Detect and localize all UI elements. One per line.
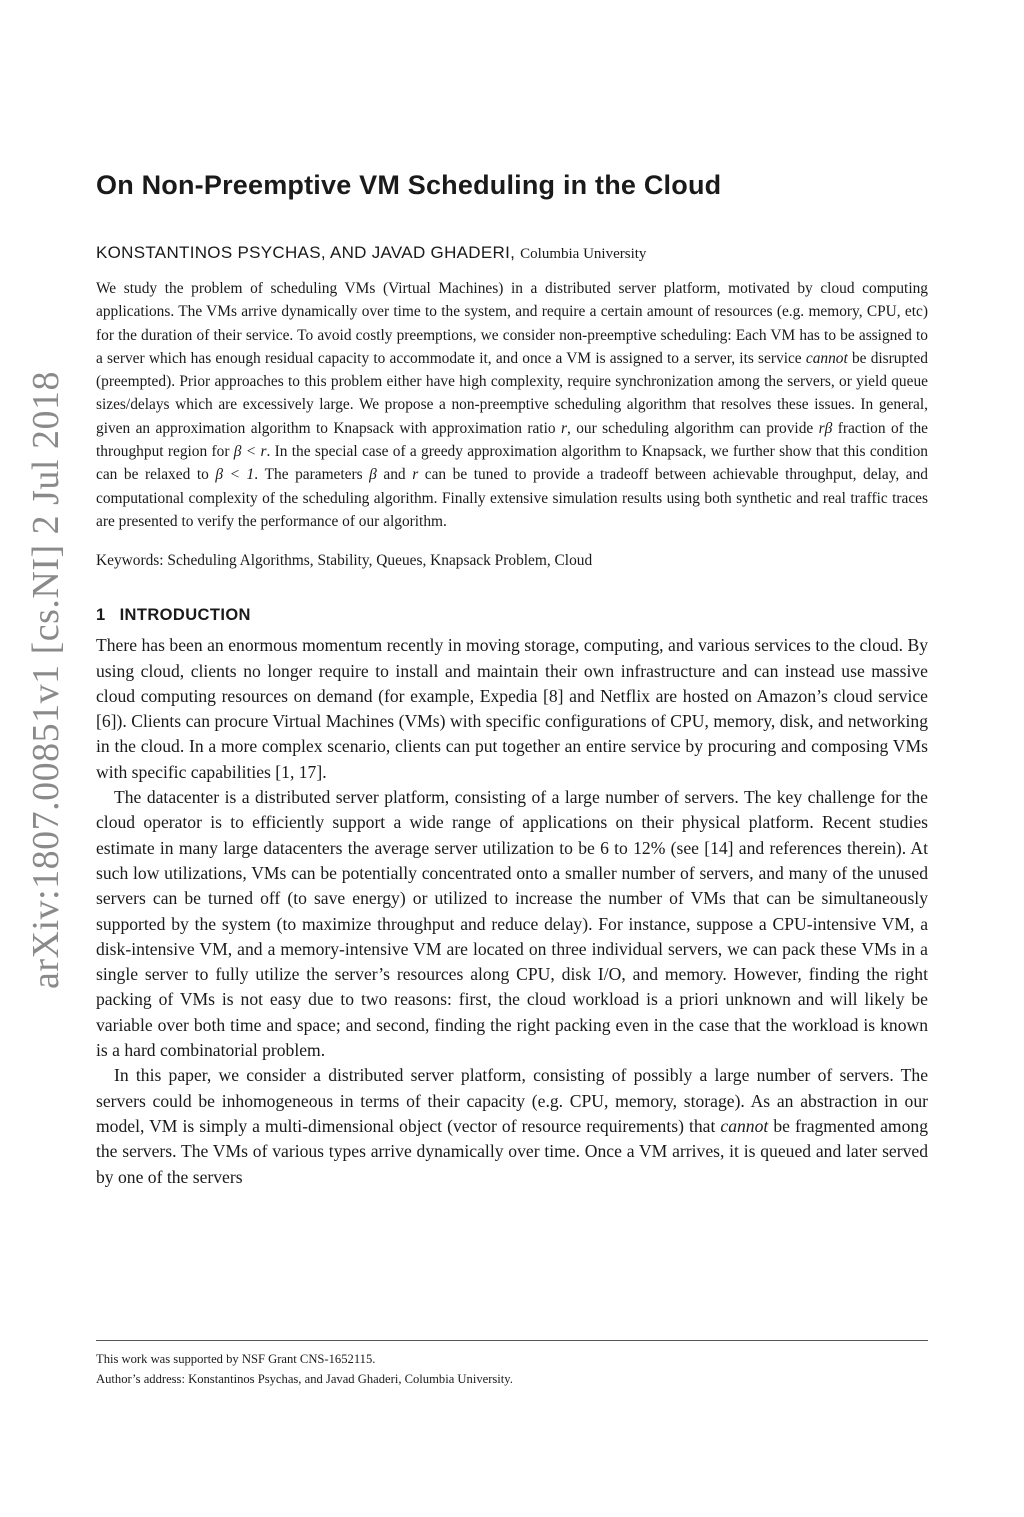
keywords: Keywords: Scheduling Algorithms, Stability, Queues, Knapsack Problem, Cloud: [96, 552, 593, 570]
abstract-text: We study the problem of scheduling VMs (Virtual Machines) in a distributed server platform, motivated by cloud computing applications. The VMs arrive dynamically over time to the system, and require a certain amount of resources (e.g. memory, CPU, etc) for the duration of their service. To avoid costly preemptions, we consider non-preemptive scheduling: Each VM has to be assigned to a server which has enough residual capacity to accommodate it, and once a VM is assigned to a server, its service: [96, 280, 928, 367]
math-expression: β < 1: [215, 466, 255, 484]
author-affiliation: Columbia University: [520, 246, 647, 262]
arxiv-stamp: [18, 330, 74, 1030]
body-text: be fragmented among the servers. The VMs of various types arrive dynamically over time. Once a VM arrives, it is queued and later served by one of the servers: [96, 1115, 928, 1187]
abstract: [96, 277, 928, 533]
body-paragraph: [96, 1063, 928, 1189]
abstract-text: . In the special case of a greedy approximation algorithm to Knapsack, we further show that this condition can be relaxed to: [96, 443, 928, 484]
body-paragraph: The datacenter is a distributed server platform, consisting of a large number of servers. The key challenge for the cloud operator is to efficiently support a wide range of applications on their physical platform. Recent studies estimate in many large datacenters the average server utilization to be 6 to 12% (see [14] and references therein). At such low utilizations, VMs can be potentially concentrated onto a smaller number of servers, and many of the unused servers can be turned off (to save energy) or utilized to increase the number of VMs that can be simultaneously supported by the system (to maximize throughput and reduce delay). For instance, suppose a CPU-intensive VM, a disk-intensive VM, and a memory-intensive VM are located on three individual servers, we can pack these VMs in a single server to fully utilize the server’s resources along CPU, disk I/O, and memory. However, finding the right packing of VMs is not easy due to two reasons: first, the cloud workload is a priori unknown and will likely be variable over both time and space; and second, finding the right packing even in the case that the workload is known is a hard combinatorial problem.: [96, 787, 928, 1061]
math-var: r: [412, 466, 419, 484]
section-title: INTRODUCTION: [119, 606, 251, 625]
footnote-address: Author’s address: Konstantinos Psychas, and Javad Ghaderi, Columbia University.: [96, 1372, 513, 1386]
abstract-text: , our scheduling algorithm can provide: [566, 419, 819, 437]
abstract-text: and: [376, 466, 413, 484]
math-expression: β < r: [233, 443, 267, 461]
math-var: r: [560, 419, 567, 437]
body-paragraph: There has been an enormous momentum recently in moving storage, computing, and various services to the cloud. By using cloud, clients no longer require to install and maintain their own infrastructure and can instead use massive cloud computing resources on demand (for example, Expedia [8] and Netflix are hosted on Amazon’s cloud service [6]). Clients can procure Virtual Machines (VMs) with specific configurations of CPU, memory, disk, and networking in the cloud. In a more complex scenario, clients can put together an entire service by procuring and composing VMs with specific capabilities [1, 17].: [96, 635, 928, 782]
abstract-text: be disrupted (preempted). Prior approaches to this problem either have high complexity, require synchronization among the servers, or yield queue sizes/delays which are excessively large. We propose a non-preemptive scheduling algorithm that resolves these issues. In general, given an approximation algorithm to Knapsack with approximation ratio: [96, 349, 928, 437]
section-number: 1: [96, 606, 106, 625]
author-line: [96, 243, 928, 263]
body-emphasis: cannot: [720, 1115, 769, 1136]
author-names: KONSTANTINOS PSYCHAS, AND JAVAD GHADERI,: [96, 243, 516, 262]
paper-page: [96, 170, 928, 1190]
body-text: In this paper, we consider a distributed server platform, consisting of possibly a large number of servers. The servers could be inhomogeneous in terms of their capacity (e.g. CPU, memory, storage). As an abstraction in our model, VM is simply a multi-dimensional object (vector of resource requirements) that: [96, 1065, 928, 1136]
abstract-text: . The parameters: [254, 466, 370, 484]
footnotes: [96, 1340, 928, 1389]
abstract-emphasis: cannot: [805, 349, 848, 367]
arxiv-identifier: arXiv:1807.00851v1 [cs.NI] 2 Jul 2018: [25, 371, 68, 989]
abstract-text: can be tuned to provide a tradeoff between achievable throughput, delay, and computational complexity of the scheduling algorithm. Finally extensive simulation results using both synthetic and real traffic traces are presented to verify the performance of our algorithm.: [96, 466, 929, 530]
paper-title: On Non-Preemptive VM Scheduling in the Cloud: [96, 170, 722, 200]
math-var: β: [369, 466, 377, 484]
section-heading: [96, 606, 928, 625]
math-var: rβ: [818, 419, 833, 437]
abstract-text: fraction of the throughput region for: [96, 419, 928, 461]
footnote-grant: This work was supported by NSF Grant CNS-1652115.: [96, 1352, 376, 1366]
